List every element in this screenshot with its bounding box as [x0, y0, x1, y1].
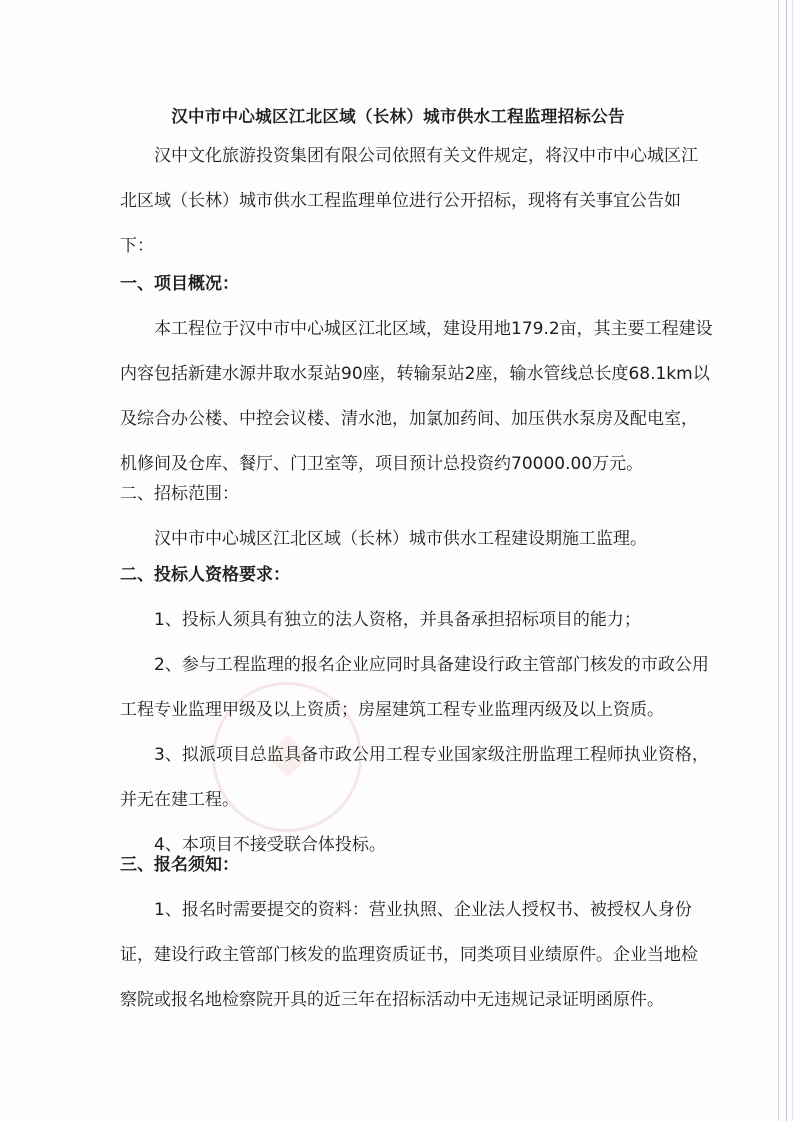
list-item-continuation: 工程专业监理甲级及以上资质；房屋建筑工程专业监理丙级及以上资质。	[120, 700, 664, 720]
section-registration-notes	[120, 843, 698, 1023]
scan-edge-line	[778, 0, 779, 1121]
paragraph-line: 内容包括新建水源井取水泵站90座，转输泵站2座，输水管线总长度68.1km以	[120, 364, 710, 384]
section-project-overview	[120, 262, 713, 487]
section-bidder-qualifications	[120, 553, 709, 868]
intro-line: 下：	[120, 236, 154, 256]
paragraph-line: 汉中市中心城区江北区域（长林）城市供水工程建设期施工监理。	[154, 529, 647, 549]
intro-paragraph	[120, 134, 698, 269]
list-item-continuation: 证，建设行政主管部门核发的监理资质证书，同类项目业绩原件。企业当地检	[120, 945, 698, 965]
scan-edge-line	[786, 0, 787, 1121]
intro-line: 北区域（长林）城市供水工程监理单位进行公开招标，现将有关事宜公告如	[120, 191, 681, 211]
list-item: 1、报名时需要提交的资料：营业执照、企业法人授权书、被授权人身份	[154, 900, 692, 920]
list-item-continuation: 并无在建工程。	[120, 790, 239, 810]
section-heading: 二、投标人资格要求：	[120, 565, 290, 585]
intro-line: 汉中文化旅游投资集团有限公司依照有关文件规定，将汉中市中心城区江	[154, 146, 698, 166]
list-item: 3、拟派项目总监具备市政公用工程专业国家级注册监理工程师执业资格，	[154, 745, 709, 765]
list-item: 1、投标人须具有独立的法人资格，并具备承担招标项目的能力；	[154, 610, 641, 630]
list-item: 4、本项目不接受联合体投标。	[154, 835, 386, 855]
section-heading: 二、招标范围：	[120, 484, 239, 504]
paragraph-line: 及综合办公楼、中控会议楼、清水池，加氯加药间、加压供水泵房及配电室，	[120, 409, 698, 429]
list-item: 2、参与工程监理的报名企业应同时具备建设行政主管部门核发的市政公用	[154, 655, 709, 675]
section-heading: 一、项目概况：	[120, 274, 239, 294]
section-heading: 三、报名须知：	[120, 855, 239, 875]
paragraph-line: 本工程位于汉中市中心城区江北区域，建设用地179.2亩，其主要工程建设	[154, 319, 713, 339]
paragraph-line: 机修间及仓库、餐厅、门卫室等，项目预计总投资约70000.00万元。	[120, 454, 644, 474]
scan-edge-line	[792, 0, 793, 1121]
list-item-continuation: 察院或报名地检察院开具的近三年在招标活动中无违规记录证明函原件。	[120, 990, 664, 1010]
document-title: 汉中市中心城区江北区域（长林）城市供水工程监理招标公告	[171, 107, 625, 126]
section-bidding-scope	[120, 472, 690, 562]
